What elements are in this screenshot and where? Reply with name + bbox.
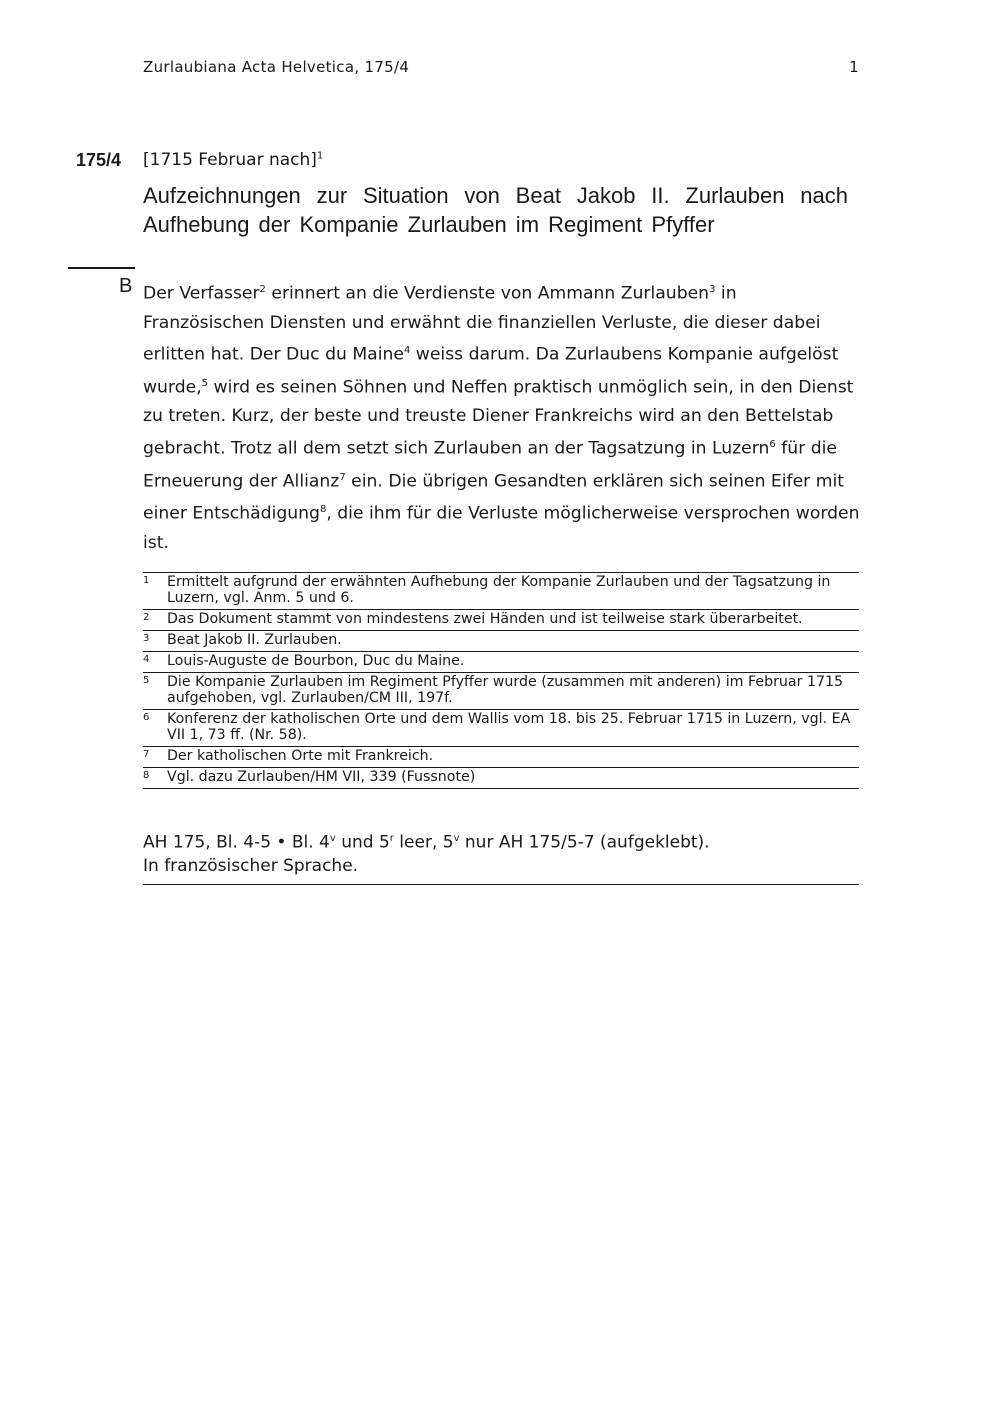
- document-date: [143, 150, 323, 170]
- footnote-text: Vgl. dazu Zurlauben/HM VII, 339 (Fussnote): [167, 769, 476, 785]
- footnote-ref: 2: [259, 284, 266, 295]
- footnote: [143, 709, 859, 746]
- folio-side: r: [389, 833, 394, 844]
- footnote: [143, 746, 859, 767]
- document-number: 175/4: [76, 150, 122, 170]
- footnotes-divider: [143, 788, 859, 789]
- footnote-number: 6: [143, 712, 150, 723]
- abstract-text: Der Verfasser: [143, 283, 260, 304]
- language-note: In französischer Sprache.: [143, 855, 359, 876]
- footnote: [143, 767, 859, 788]
- footnote-number: 5: [143, 675, 150, 686]
- footnote-text: Ermittelt aufgrund der erwähnten Aufhebung der Kompanie Zurlauben und der Tagsatzung in Luzern, vgl. Anm. 5 und 6.: [167, 574, 831, 606]
- footnote-ref: 1: [316, 150, 324, 162]
- folio-side: v: [329, 833, 336, 844]
- abstract-text: erinnert an die Verdienste von Ammann Zurlauben: [265, 283, 710, 304]
- footnote-ref: 6: [769, 439, 776, 451]
- source-text: AH 175, Bl. 4-5 • Bl. 4: [143, 832, 330, 853]
- footnote-ref: 5: [201, 377, 209, 389]
- footnote-text: Das Dokument stammt von mindestens zwei Händen und ist teilweise stark überarbeitet.: [167, 611, 803, 627]
- running-title: Zurlaubiana Acta Helvetica, 175/4: [143, 58, 410, 76]
- footnote-number: 7: [143, 749, 150, 760]
- abstract-text: wird es seinen Söhnen und Neffen praktisch unmöglich sein, in den Dienst zu treten. Kurz, der beste und treuste Diener Frankreichs wird an den Bettelstab gebracht. Trotz all dem setzt sich Zurlauben an der Tagsatzung in Luzern: [143, 377, 854, 459]
- footnote-number: 8: [143, 770, 150, 781]
- footnotes: [143, 572, 859, 789]
- footnote: [143, 630, 859, 651]
- footnote: [143, 672, 859, 709]
- date-text: [1715 Februar nach]: [143, 150, 317, 170]
- abstract-paragraph: [143, 276, 863, 558]
- source-line: [143, 827, 859, 855]
- footnote-ref: 8: [319, 504, 327, 516]
- abstract-text: in Französischen Diensten und erwähnt die finanziellen Verluste, die dieser dabei erlitten hat. Der Duc du Maine: [143, 283, 821, 366]
- abstract-text: , die ihm für die Verluste möglicherweise versprochen worden ist.: [143, 503, 860, 553]
- footnote-text: Der katholischen Orte mit Frankreich.: [167, 748, 434, 764]
- running-head: [143, 58, 859, 76]
- footnote-ref: 3: [709, 284, 716, 295]
- footnote: [143, 651, 859, 672]
- source-text: leer, 5: [393, 832, 454, 853]
- footnote-text: Die Kompanie Zurlauben im Regiment Pfyffer wurde (zusammen mit anderen) im Februar 1715 aufgehoben, vgl. Zurlauben/CM III, 197f.: [167, 674, 844, 706]
- source-text: und 5: [335, 832, 390, 853]
- abstract-text: ein. Die übrigen Gesandten erklären sich seinen Eifer mit einer Entschädigung: [143, 471, 844, 524]
- source-note: [143, 827, 859, 885]
- footnote-ref: 7: [339, 471, 346, 483]
- abstract-text: weiss darum. Da Zurlaubens Kompanie aufgelöst wurde,: [143, 345, 839, 398]
- footnote: [143, 572, 859, 609]
- footnote-number: 1: [143, 575, 150, 586]
- folio-side: v: [453, 833, 460, 844]
- section-rule: [68, 267, 135, 269]
- footnote-text: Beat Jakob II. Zurlauben.: [167, 632, 342, 648]
- source-divider: [143, 884, 859, 885]
- footnote: [143, 609, 859, 630]
- page-number: 1: [849, 58, 859, 76]
- footnote-text: Louis-Auguste de Bourbon, Duc du Maine.: [167, 653, 465, 669]
- document-title: Aufzeichnungen zur Situation von Beat Jakob II. Zurlauben nach Aufhebung der Kompanie Zurlauben im Regiment Pfyffer: [143, 183, 848, 237]
- footnote-text: Konferenz der katholischen Orte und dem Wallis vom 18. bis 25. Februar 1715 in Luzern, vgl. EA VII 1, 73 ff. (Nr. 58).: [167, 711, 851, 743]
- footnote-ref: 4: [403, 345, 411, 357]
- footnote-number: 4: [143, 654, 150, 665]
- abstract-text: für die Erneuerung der Allianz: [143, 438, 837, 492]
- source-text: nur AH 175/5-7 (aufgeklebt).: [459, 832, 710, 853]
- footnote-number: 2: [143, 612, 150, 623]
- section-marker: B: [119, 275, 133, 297]
- footnote-number: 3: [143, 633, 150, 644]
